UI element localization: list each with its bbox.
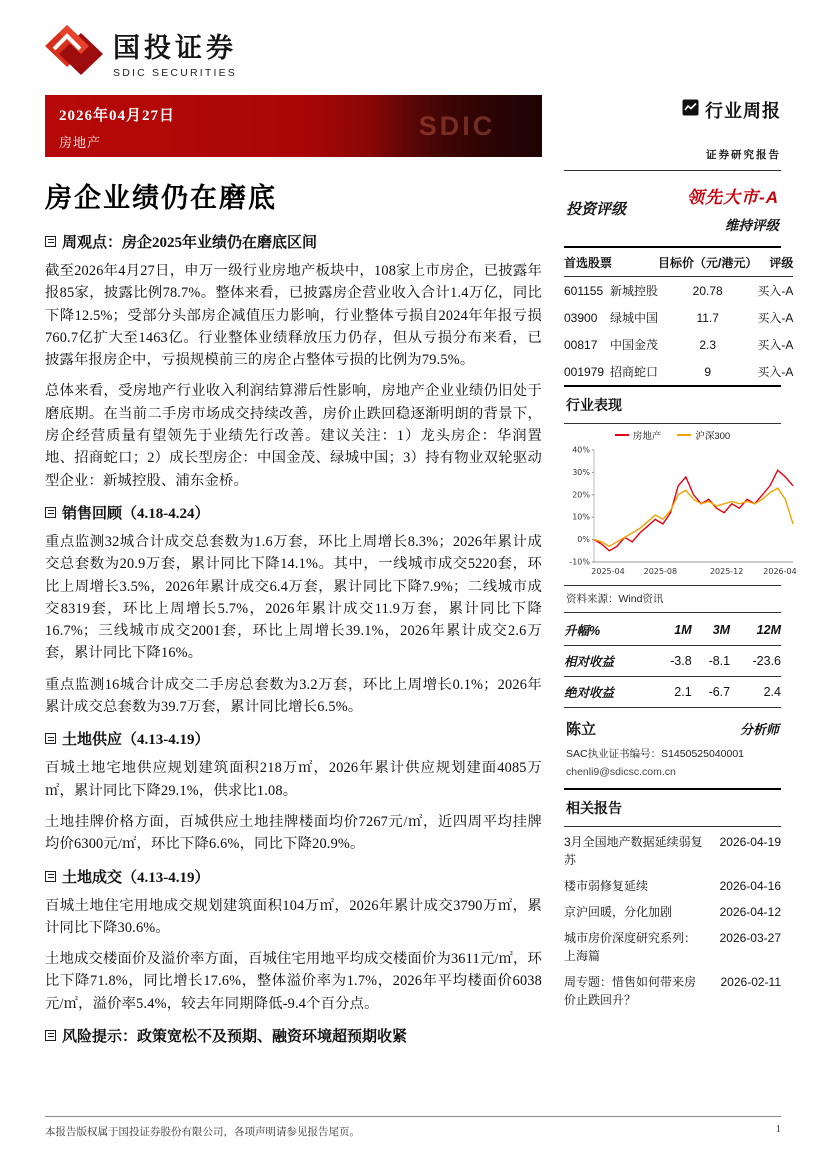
returns-col-header: 1M (653, 615, 691, 646)
related-report-title: 周专题：惜售如何带来房价止跌回升？ (564, 975, 697, 1007)
stock-target-price: 20.78 (692, 283, 723, 298)
related-report-date: 2026-03-27 (719, 931, 781, 945)
stock-target-price: 9 (704, 364, 712, 379)
stock-name: 中国金茂 (610, 338, 659, 352)
legend-label: 沪深300 (695, 431, 731, 442)
stock-rating: 买入-A (757, 365, 794, 379)
stock-code: 03900 (564, 311, 598, 325)
article-section (45, 866, 542, 1015)
legend-swatch (615, 434, 629, 436)
body-paragraph: 百城土地宅地供应规划建筑面积218万㎡，2026年累计供应规划建面4085万㎡，累计同比下降29.1%，供求比1.08。 (45, 760, 542, 799)
sdic-logo-icon (45, 24, 103, 81)
masthead (45, 95, 781, 162)
svg-text:10%: 10% (572, 512, 590, 522)
related-report-title: 3月全国地产数据延续弱复苏 (564, 835, 703, 867)
section-heading (45, 231, 542, 252)
related-report-item[interactable] (564, 973, 781, 1009)
rating-block (564, 171, 781, 246)
section-heading-text: 风险提示：政策宽松不及预期、融资环境超预期收紧 (62, 1029, 408, 1046)
returns-col-header: 3M (692, 615, 730, 646)
section-bullet-icon (45, 507, 56, 518)
series-沪深300 (594, 488, 793, 546)
stock-code-name (564, 304, 658, 331)
svg-text:40%: 40% (572, 445, 590, 455)
rating-value: 领先大市-A (687, 188, 779, 207)
report-category-label: 证券研究报告 (706, 150, 781, 161)
body-paragraph: 截至2026年4月27日，申万一级行业房地产板块中，108家上市房企，已披露年报85家，披露比例78.7%。整体来看，已披露房企营业收入合计1.4万亿，同比下降12.5%；受部分头部房企减值压力影响，行业整体亏损自2024年年报亏损760.7亿扩大至1463亿。行业整体业绩释放压力仍存，但从亏损分布来看，已披露年报房企中，亏损规模前三的房企占整体亏损的比例为79.5%。 (45, 263, 542, 369)
section-heading (45, 502, 542, 523)
related-report-item[interactable] (564, 929, 781, 965)
returns-value: 2.1 (653, 677, 691, 708)
legend-label: 房地产 (632, 431, 662, 442)
returns-row-label: 绝对收益 (564, 677, 653, 708)
related-report-date: 2026-04-16 (719, 879, 781, 893)
brand-name-cn: 国投证券 (113, 33, 237, 63)
report-type (682, 97, 781, 123)
section-bullet-icon (45, 236, 56, 247)
rating-status: 维持评级 (725, 218, 779, 233)
body-paragraph: 重点监测32城合计成交总套数为1.6万套，环比上周增长8.3%；2026年累计成交总套数为20.9万套，累计同比下降14.1%。其中，一线城市成交5220套，环比上周增长3.5%，2026年累计成交6.4万套，累计同比下降7.9%；二线城市成交8319套，环比上周增长5.7%，2026年累计成交11.9万套，累计同比下降16.7%；三线城市成交2001套，环比上周增长39.1%，2026年累计成交2.6万套，累计同比下降16%。 (45, 533, 542, 662)
section-heading-text: 土地成交（4.13-4.19） (62, 869, 210, 886)
returns-row (564, 677, 781, 708)
stock-row (564, 358, 793, 385)
returns-row-label: 相对收益 (564, 646, 653, 677)
article-sections (45, 231, 542, 1046)
article-section (45, 231, 542, 492)
stock-col-header: 目标价（元/港元） (658, 248, 757, 277)
brand-names (113, 26, 237, 79)
svg-text:2025-12: 2025-12 (709, 567, 744, 576)
report-type-label: 行业周报 (705, 101, 781, 121)
related-report-date: 2026-04-19 (719, 835, 781, 849)
returns-table-body (564, 646, 781, 708)
body-paragraph: 总体来看，受房地产行业收入利润结算滞后性影响，房地产企业业绩仍旧处于磨底期。在当前二手房市场成交持续改善，房价止跌回稳逐渐明朗的背景下，房企经营质量有望领先于业绩先行改善。建议关注：1）龙头房企：华润置地、招商蛇口；2）成长型房企：中国金茂、绿城中国；3）持有物业双轮驱动型企业：新城控股、浦东金桥。 (45, 383, 542, 489)
section-heading-text: 土地供应（4.13-4.19） (62, 732, 210, 749)
banner-watermark-text: SDIC (372, 95, 542, 157)
returns-value: -3.8 (653, 646, 691, 677)
stock-rating: 买入-A (757, 284, 794, 298)
stock-row (564, 304, 793, 331)
stock-table-body (564, 277, 793, 386)
stock-code-name (564, 331, 658, 358)
stock-col-header: 首选股票 (564, 248, 658, 277)
industry-performance-title: 行业表现 (566, 397, 622, 413)
related-report-item[interactable] (564, 877, 781, 895)
returns-value: -8.1 (692, 646, 730, 677)
performance-chart-svg (564, 444, 797, 583)
svg-text:2026-04: 2026-04 (763, 567, 797, 576)
body-paragraph: 重点监测16城合计成交二手房总套数为3.2万套，环比上周增长0.1%；2026年累计成交总套数为39.7万套，累计同比增长6.5%。 (45, 676, 542, 716)
body-paragraph: 百城土地住宅用地成交规划建筑面积104万㎡，2026年累计成交3790万㎡，累计同比下降30.6%。 (45, 897, 542, 936)
brand-header (45, 24, 781, 81)
stock-table-header-row (564, 248, 793, 277)
returns-col-header: 升幅% (564, 615, 653, 646)
industry-label: 房地产 (59, 135, 102, 150)
legend-item (677, 428, 730, 442)
returns-col-header: 12M (730, 615, 781, 646)
stock-row (564, 277, 793, 305)
returns-value: -6.7 (692, 677, 730, 708)
section-heading (45, 728, 542, 749)
chart-source: 资料来源：Wind资讯 (566, 593, 664, 605)
report-date: 2026年04月27日 (59, 108, 176, 124)
chart-legend (564, 428, 781, 442)
article-section (45, 502, 542, 718)
analyst-certificate: SAC执业证书编号：S1450525040001 (566, 748, 745, 760)
analyst-block (564, 708, 781, 743)
svg-text:0%: 0% (577, 535, 590, 545)
section-heading-text: 销售回顾（4.18-4.24） (62, 505, 210, 522)
related-report-title: 楼市弱修复延续 (564, 879, 649, 893)
masthead-right (553, 95, 781, 162)
analyst-email-link[interactable]: chenli9@sdicsc.com.cn (566, 766, 676, 778)
analyst-title: 分析师 (739, 722, 779, 737)
section-bullet-icon (45, 1030, 56, 1041)
svg-text:2025-04: 2025-04 (591, 567, 625, 576)
performance-chart (564, 424, 797, 585)
related-reports-title: 相关报告 (566, 800, 622, 816)
stock-name: 新城控股 (610, 284, 659, 298)
stock-code: 601155 (564, 284, 604, 298)
analyst-name: 陈立 (566, 722, 597, 738)
brand-name-en: SDIC SECURITIES (113, 67, 238, 79)
rating-values (687, 183, 779, 234)
svg-text:30%: 30% (572, 467, 590, 477)
related-report-date: 2026-04-12 (719, 905, 781, 919)
preferred-stocks-table (564, 248, 793, 385)
section-bullet-icon (45, 733, 56, 744)
section-bullet-icon (45, 871, 56, 882)
section-heading-text: 周观点：房企2025年业绩仍在磨底区间 (62, 235, 318, 251)
stock-target-price: 2.3 (699, 337, 717, 352)
section-heading (45, 866, 542, 887)
section-heading (45, 1025, 542, 1046)
returns-value: 2.4 (730, 677, 781, 708)
article-column (45, 170, 542, 1054)
related-report-item[interactable] (564, 903, 781, 921)
performance-line-chart (564, 444, 798, 578)
stock-row (564, 331, 793, 358)
article-section (45, 1025, 542, 1046)
footer-disclaimer: 本报告版权属于国投证券股份有限公司，各项声明请参见报告尾页。 (45, 1127, 360, 1138)
stock-target-price: 11.7 (696, 310, 719, 325)
stock-code-name (564, 358, 658, 385)
related-report-title: 城市房价深度研究系列：上海篇 (564, 931, 697, 963)
page-number: 1 (775, 1124, 781, 1135)
returns-table (564, 615, 781, 708)
returns-header-row (564, 615, 781, 646)
series-房地产 (594, 470, 793, 551)
stock-rating: 买入-A (757, 311, 794, 325)
returns-row (564, 646, 781, 677)
related-report-item[interactable] (564, 833, 781, 869)
line-chart-icon (682, 99, 699, 121)
sidebar-column (564, 170, 797, 1054)
related-report-date: 2026-02-11 (720, 975, 781, 989)
legend-item (615, 428, 662, 442)
body-paragraph: 土地成交楼面价及溢价率方面，百城住宅用地平均成交楼面价为3611元/㎡，环比下降71.8%，同比增长17.6%，整体溢价率为1.7%，2026年平均楼面价6038元/㎡，溢价率5.4%，较去年同期降低-9.4个百分点。 (45, 951, 542, 1012)
stock-name: 招商蛇口 (610, 365, 659, 379)
legend-swatch (677, 434, 691, 436)
returns-value: -23.6 (730, 646, 781, 677)
rating-label: 投资评级 (566, 201, 627, 218)
stock-col-header: 评级 (757, 248, 793, 277)
related-reports-list (564, 827, 781, 1009)
stock-rating: 买入-A (757, 338, 794, 352)
stock-name: 绿城中国 (610, 311, 659, 325)
body-paragraph: 土地挂牌价格方面，百城供应土地挂牌楼面均价7267元/㎡，近四周平均挂牌均价6300元/㎡，环比下降6.6%，同比下降20.9%。 (45, 813, 542, 853)
stock-code-name (564, 277, 658, 305)
article-title: 房企业绩仍在磨底 (45, 183, 277, 213)
article-section (45, 728, 542, 855)
svg-text:2025-08: 2025-08 (643, 567, 678, 576)
stock-code: 001979 (564, 365, 605, 379)
divider (564, 612, 781, 613)
stock-code: 00817 (564, 338, 598, 352)
related-report-title: 京沪回暖，分化加剧 (564, 905, 673, 919)
svg-text:20%: 20% (572, 490, 590, 500)
page-footer (45, 1116, 781, 1139)
date-industry-banner (45, 95, 542, 157)
svg-text:-10%: -10% (569, 557, 590, 567)
